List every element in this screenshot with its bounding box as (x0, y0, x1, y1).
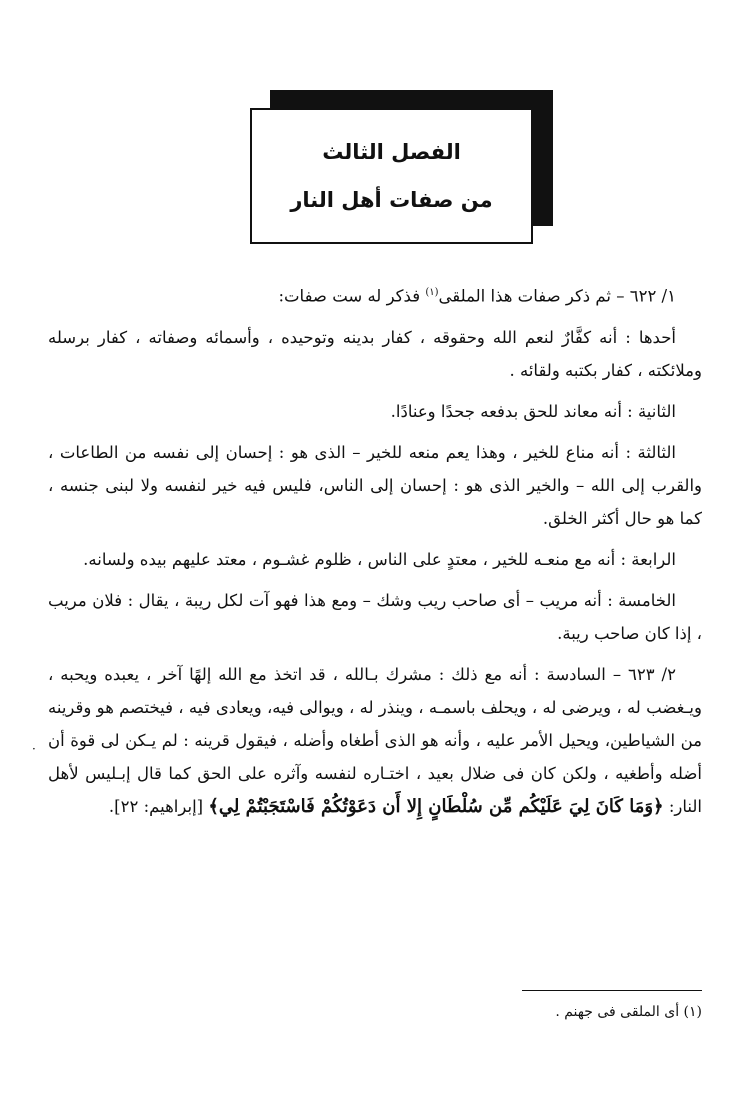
quran-verse: ﴿وَمَا كَانَ لِيَ عَلَيْكُم مِّن سُلْطَانٍ إِلا أَن دَعَوْتُكُمْ فَاسْتَجَبْتُمْ لِي﴾ (208, 795, 664, 817)
sixth-trait-text: ٢/ ٦٢٣ – السادسة : أنه مع ذلك : مشرك بـالله ، قد اتخذ مع الله إلهًا آخر ، يعبده ويحبه ، ويـغضب له ، ويرضى له ، ويحلف باسمـه ، وينذر له ، ويوالى فيه، ويعادى فيه ، فيختصم هو وقرينه من الشياطين، ويحيل الأمر عليه ، وأنه هو الذى أطغاه وأضله ، فيقول قرينه : لم يـكن لى قوة أن أضله وأطغيه ، ولكن كان فى ضلال بعيد ، اختـاره لنفسه وآثره على الحق كما قال إبـليس لأهل النار: (48, 664, 702, 816)
paragraph-second-trait: الثانية : أنه معاند للحق بدفعه جحدًا وعنادًا. (390, 401, 676, 421)
footnote-reference[interactable]: (١) (425, 287, 439, 298)
footnote-divider (522, 990, 702, 991)
chapter-title: الفصل الثالث (322, 140, 461, 164)
body-text (48, 276, 702, 831)
paragraph-third-trait: الثالثة : أنه مناع للخير ، وهذا يعم منعه للخير – الذى هو : إحسان إلى نفسه من الطاعات ، والقرب إلى الله – والخير الذى هو : إحسان إلى الناس، فليس فيه خير لنفسه ولا لبنى جنسه ، كما هو حال أكثر الخلق. (48, 442, 702, 528)
paragraph-fifth-trait: الخامسة : أنه مريب – أى صاحب ريب وشك – ومع هذا فهو آت لكل ريبة ، يقال : فلان مريب ، إذا كان صاحب ريبة. (48, 590, 702, 643)
paragraph-intro (48, 276, 702, 313)
paragraph-sixth-trait (48, 658, 702, 823)
footnote: (١) أى الملقى فى جهنم . (555, 1004, 702, 1020)
chapter-subtitle: من صفات أهل النار (290, 188, 493, 212)
intro-text: ١/ ٦٢٢ – ثم ذكر صفات هذا الملقى (438, 286, 676, 306)
verse-citation: [إبراهيم: ٢٢]. (108, 796, 209, 816)
margin-mark: · (32, 742, 36, 756)
intro-text-end: فذكر له ست صفات: (278, 286, 426, 306)
chapter-heading-box (250, 108, 533, 244)
paragraph-fourth-trait: الرابعة : أنه مع منعـه للخير ، معتدٍ على الناس ، ظلوم غشـوم ، معتد عليهم بيده ولسانه. (83, 549, 676, 569)
paragraph-first-trait: أحدها : أنه كفَّارٌ لنعم الله وحقوقه ، كفار بدينه وتوحيده ، وأسمائه وصفاته ، كفار برسله وملائكته ، كفار بكتبه ولقائه . (48, 327, 702, 380)
